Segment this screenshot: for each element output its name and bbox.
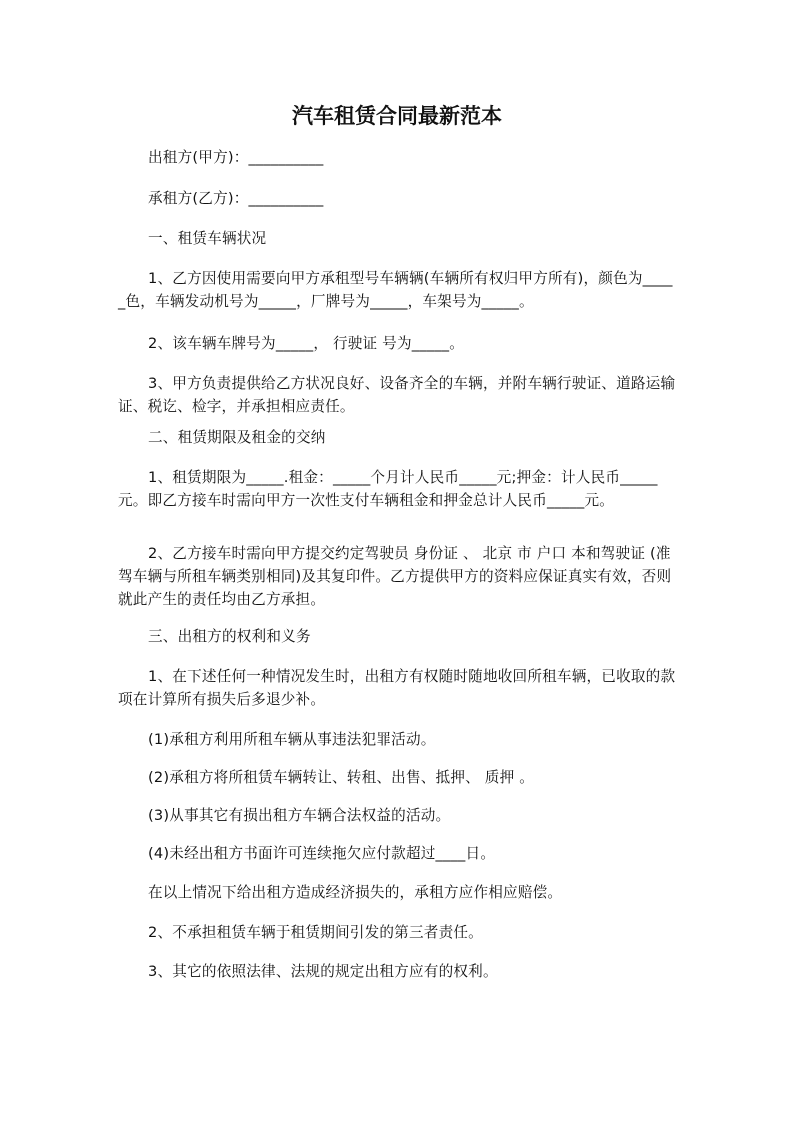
- paragraph-lessee: 承租方(乙方)：__________: [148, 190, 324, 207]
- paragraph: 2、该车辆车牌号为_____， 行驶证 号为_____。: [148, 335, 465, 352]
- paragraph: 3、甲方负责提供给乙方状况良好、设备齐全的车辆，并附车辆行驶证、道路运输证、税讫、检字，并承担相应责任。: [118, 375, 676, 415]
- list-item: (4)未经出租方书面许可连续拖欠应付款超过____日。: [148, 845, 496, 862]
- paragraph: 1、租赁期限为_____.租金：_____个月计人民币_____元;押金：计人民币_____元。即乙方接车时需向甲方一次性支付车辆租金和押金总计人民币_____元。: [118, 469, 658, 509]
- section-heading-2: 二、租赁期限及租金的交纳: [148, 429, 326, 446]
- paragraph: 2、乙方接车时需向甲方提交约定驾驶员 身份证 、 北京 市 户口 本和驾驶证 (准驾车辆与所租车辆类别相同)及其复印件。乙方提供甲方的资料应保证真实有效，否则就此产生的责任均由乙方承担。: [118, 545, 672, 608]
- list-item: (3)从事其它有损出租方车辆合法权益的活动。: [148, 807, 451, 824]
- document-title: 汽车租赁合同最新范本: [292, 103, 502, 128]
- paragraph-lessor: 出租方(甲方)：__________: [148, 149, 324, 166]
- section-heading-1: 一、租赁车辆状况: [148, 230, 267, 247]
- paragraph: 2、不承担租赁车辆于租赁期间引发的第三者责任。: [148, 924, 483, 941]
- paragraph: 1、在下述任何一种情况发生时，出租方有权随时随地收回所租车辆，已收取的款项在计算所有损失后多退少补。: [118, 668, 676, 708]
- paragraph: 3、其它的依照法律、法规的规定出租方应有的权利。: [148, 963, 498, 980]
- list-item: (2)承租方将所租赁车辆转让、转租、出售、抵押、 质押 。: [148, 769, 535, 786]
- list-item: (1)承租方利用所租车辆从事违法犯罪活动。: [148, 731, 436, 748]
- section-heading-3: 三、出租方的权利和义务: [148, 628, 311, 645]
- paragraph: 1、乙方因使用需要向甲方承租型号车辆辆(车辆所有权归甲方所有)，颜色为_____色，车辆发动机号为_____，厂牌号为_____，车架号为_____。: [118, 270, 673, 310]
- paragraph: 在以上情况下给出租方造成经济损失的，承租方应作相应赔偿。: [148, 884, 563, 901]
